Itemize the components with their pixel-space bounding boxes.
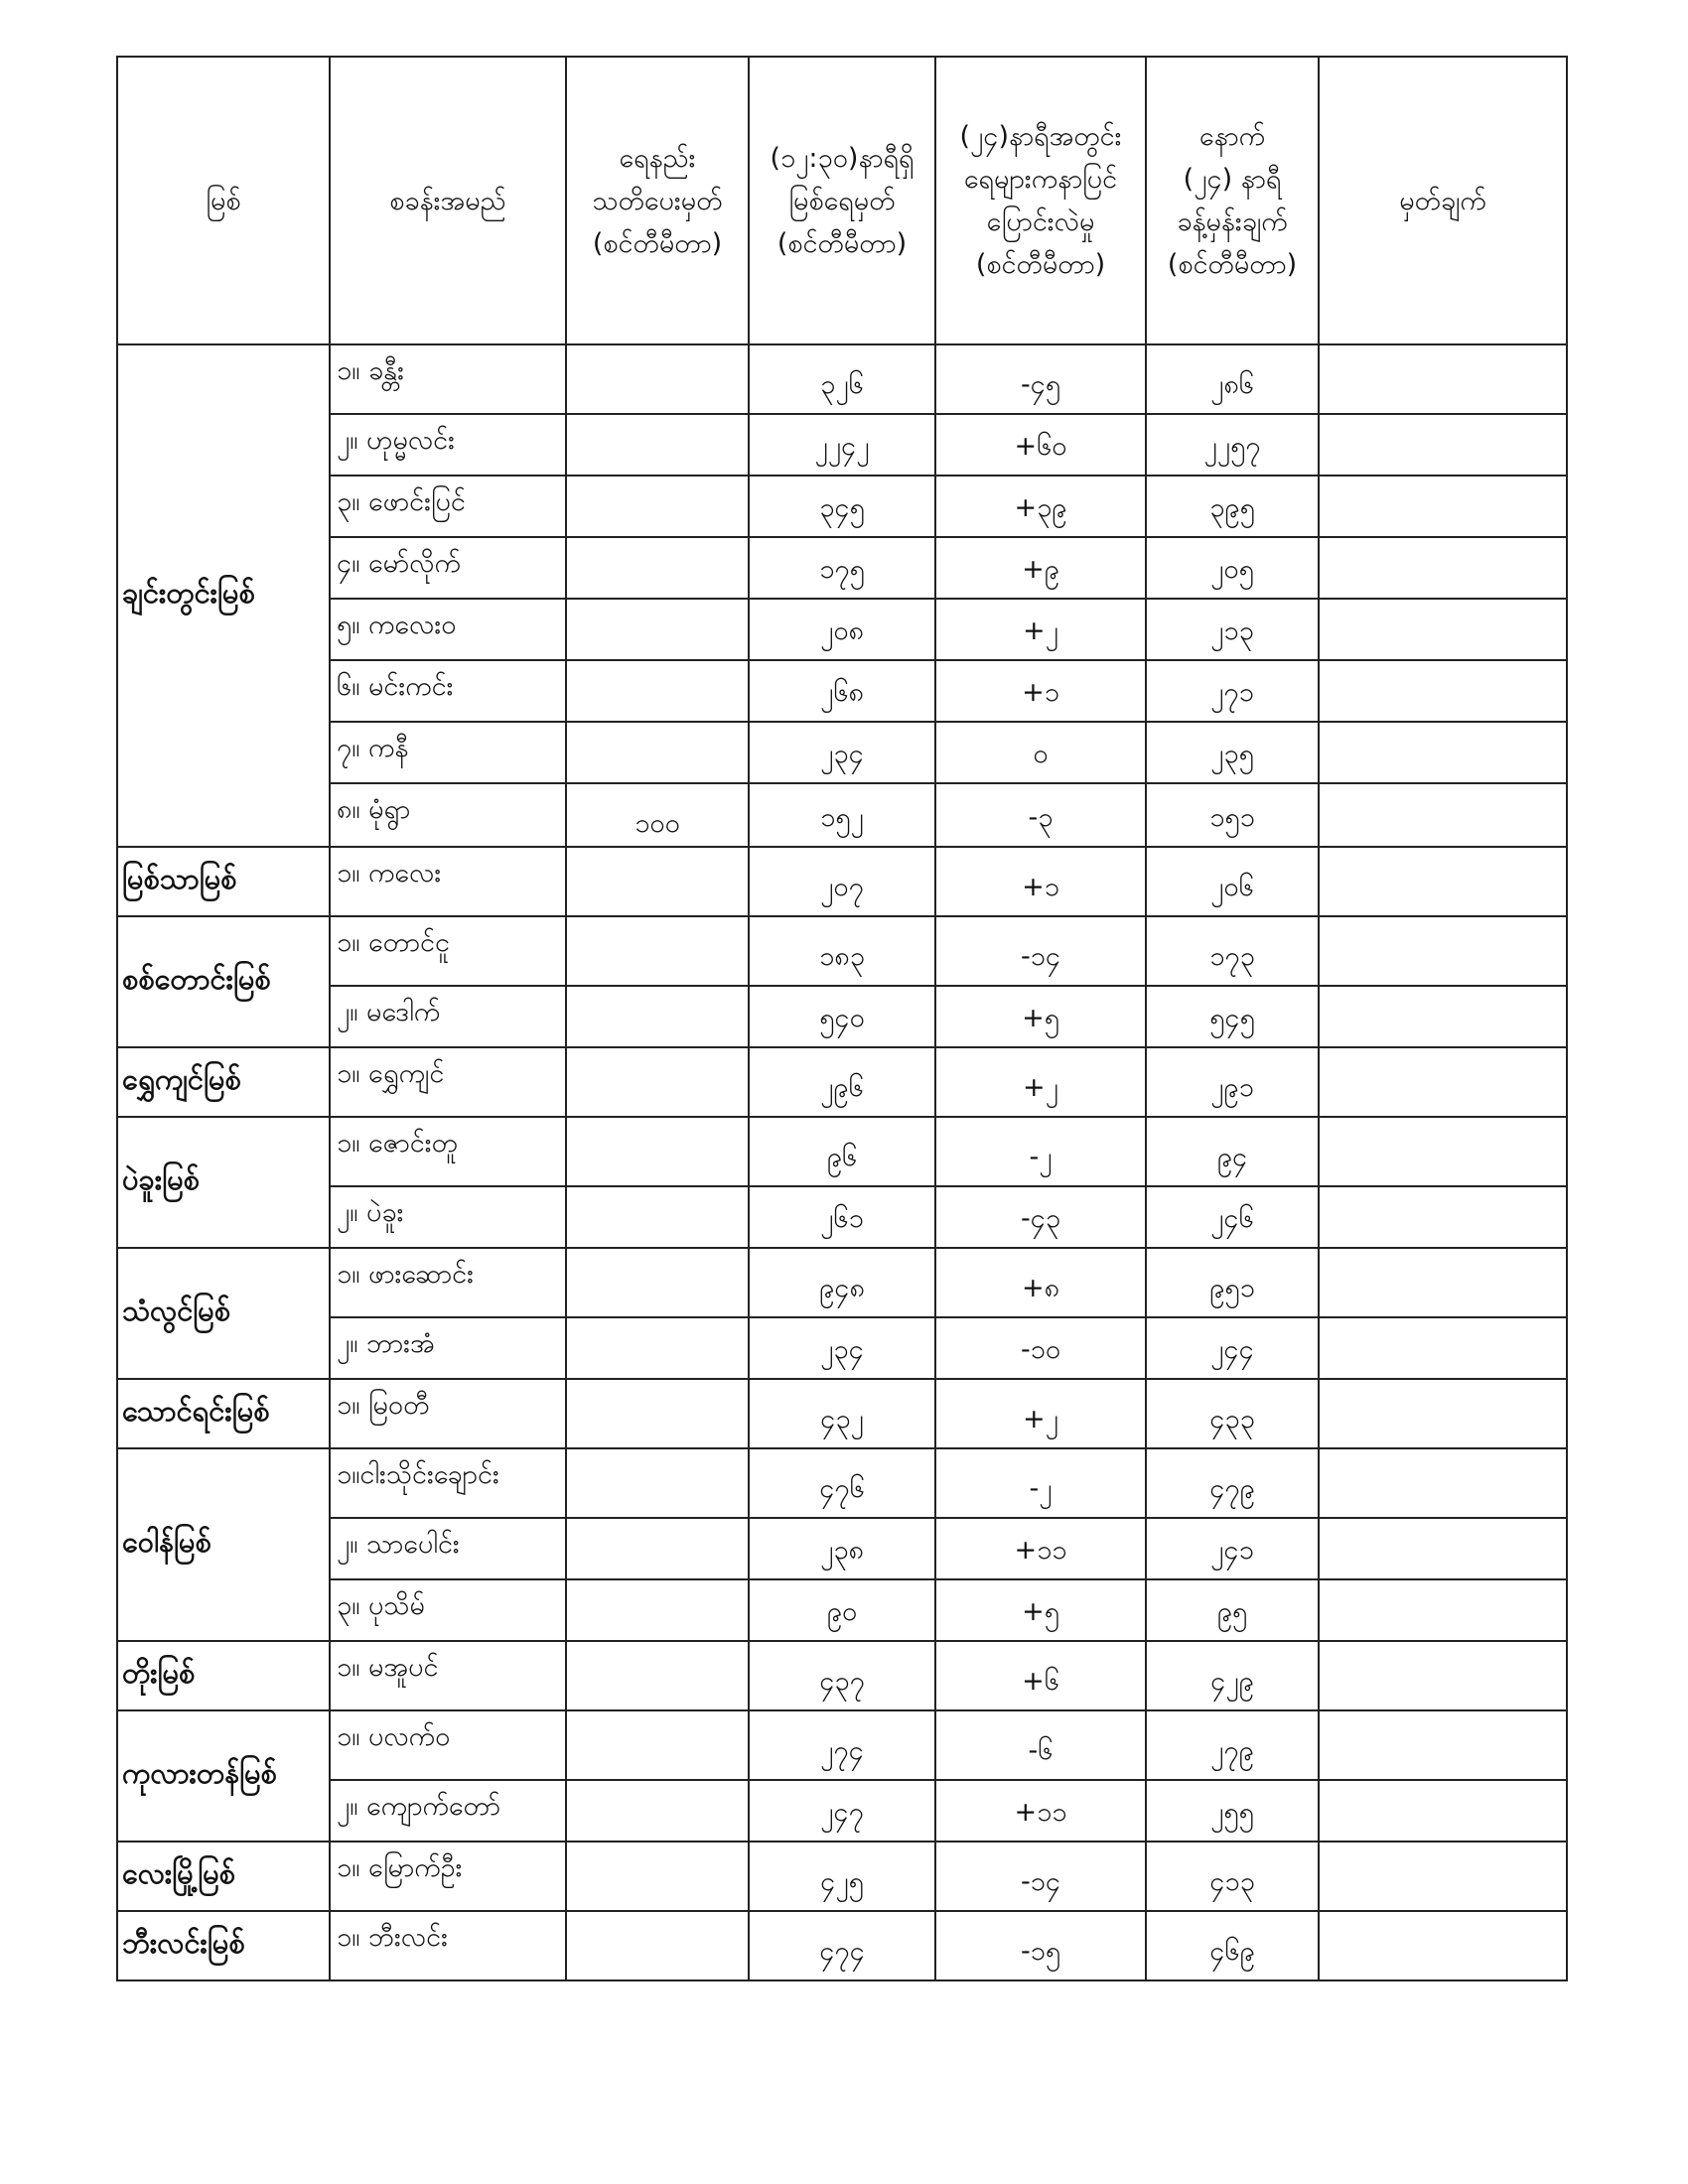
forecast-cell: ၄၃၃: [1146, 1379, 1319, 1448]
station-name-cell: ၁။ ရွှေကျင်: [330, 1047, 566, 1117]
current-level-cell: ၅၄၀: [749, 986, 935, 1047]
current-level-cell: ၃၄၅: [749, 476, 935, 537]
table-row: [117, 1518, 1567, 1579]
warning-level-cell: [566, 344, 749, 414]
header-line: (၂၄) နာရီ: [1183, 164, 1282, 195]
remarks-cell: [1319, 1710, 1567, 1780]
current-level-cell: ၂၃၄: [749, 722, 935, 783]
remarks-cell: [1319, 1047, 1567, 1117]
current-level-cell: ၄၇၆: [749, 1448, 935, 1518]
river-name-cell: သံလွင်မြစ်: [117, 1248, 330, 1379]
change-24h-cell: -၁၀: [935, 1317, 1146, 1379]
remarks-cell: [1319, 1641, 1567, 1710]
remarks-cell: [1319, 660, 1567, 722]
station-name-cell: ၁။ မြဝတီ: [330, 1379, 566, 1448]
remarks-cell: [1319, 916, 1567, 986]
change-24h-cell: -၁၅: [935, 1911, 1146, 1980]
table-row: [117, 1379, 1567, 1448]
forecast-cell: ၄၂၉: [1146, 1641, 1319, 1710]
forecast-cell: ၃၉၅: [1146, 476, 1319, 537]
table-row: [117, 1117, 1567, 1186]
station-name-cell: ၁။ ခန္တီး: [330, 344, 566, 414]
table-row: [117, 537, 1567, 599]
forecast-cell: ၂၄၁: [1146, 1518, 1319, 1579]
station-name-cell: ၁။ တောင်ငူ: [330, 916, 566, 986]
remarks-cell: [1319, 537, 1567, 599]
forecast-cell: ၉၄: [1146, 1117, 1319, 1186]
header-forecast-24h: [1146, 57, 1319, 344]
station-name-cell: ၂။ မဒေါက်: [330, 986, 566, 1047]
current-level-cell: ၉၀: [749, 1579, 935, 1641]
warning-level-cell: ၁၀၀: [566, 783, 749, 847]
warning-level-cell: [566, 1117, 749, 1186]
header-warning-level: [566, 57, 749, 344]
current-level-cell: ၃၂၆: [749, 344, 935, 414]
river-name-cell: ဘီးလင်းမြစ်: [117, 1911, 330, 1980]
current-level-cell: ၂၃၄: [749, 1317, 935, 1379]
forecast-cell: ၂၉၁: [1146, 1047, 1319, 1117]
remarks-cell: [1319, 1379, 1567, 1448]
header-line: ရေနည်း: [619, 142, 696, 174]
forecast-cell: ၂၇၉: [1146, 1710, 1319, 1780]
current-level-cell: ၉၆: [749, 1117, 935, 1186]
warning-level-cell: [566, 1641, 749, 1710]
current-level-cell: ၁၅၂: [749, 783, 935, 847]
header-current-level: [749, 57, 935, 344]
station-name-cell: ၄။ မော်လိုက်: [330, 537, 566, 599]
table-row: [117, 660, 1567, 722]
warning-level-cell: [566, 1317, 749, 1379]
current-level-cell: ၂၆၁: [749, 1186, 935, 1248]
remarks-cell: [1319, 1248, 1567, 1317]
table-row: [117, 1047, 1567, 1117]
change-24h-cell: +၁: [935, 660, 1146, 722]
current-level-cell: ၂၃၈: [749, 1518, 935, 1579]
forecast-cell: ၉၅၁: [1146, 1248, 1319, 1317]
remarks-cell: [1319, 599, 1567, 660]
change-24h-cell: -၄၅: [935, 344, 1146, 414]
header-row: [117, 57, 1567, 344]
header-river: မြစ်: [117, 57, 330, 344]
header-line: (စင်တီမီတာ): [776, 227, 908, 259]
change-24h-cell: -၆: [935, 1710, 1146, 1780]
forecast-cell: ၂၈၆: [1146, 344, 1319, 414]
table-body: [117, 344, 1567, 1980]
forecast-cell: ၂၄၆: [1146, 1186, 1319, 1248]
header-line: ခန့်မှန်းချက်: [1177, 206, 1288, 237]
station-name-cell: ၃။ ပုသိမ်: [330, 1579, 566, 1641]
change-24h-cell: -၂: [935, 1117, 1146, 1186]
station-name-cell: ၁။ မြောက်ဦး: [330, 1842, 566, 1911]
forecast-cell: ၅၄၅: [1146, 986, 1319, 1047]
change-24h-cell: +၁: [935, 847, 1146, 916]
table-row: [117, 722, 1567, 783]
remarks-cell: [1319, 986, 1567, 1047]
header-line: (စင်တီမီတာ): [592, 227, 723, 259]
change-24h-cell: -၃: [935, 783, 1146, 847]
change-24h-cell: +၁၁: [935, 1518, 1146, 1579]
table-row: [117, 1710, 1567, 1780]
header-line: မြစ်ရေမှတ်: [788, 185, 896, 216]
forecast-cell: ၉၅: [1146, 1579, 1319, 1641]
table-row: [117, 1579, 1567, 1641]
warning-level-cell: [566, 1780, 749, 1842]
table-row: [117, 414, 1567, 476]
current-level-cell: ၂၇၄: [749, 1710, 935, 1780]
change-24h-cell: +၅: [935, 986, 1146, 1047]
remarks-cell: [1319, 722, 1567, 783]
change-24h-cell: -၁၄: [935, 1842, 1146, 1911]
forecast-cell: ၂၀၆: [1146, 847, 1319, 916]
header-change-24h: [935, 57, 1146, 344]
remarks-cell: [1319, 1579, 1567, 1641]
current-level-cell: ၂၆၈: [749, 660, 935, 722]
table-row: [117, 1186, 1567, 1248]
station-name-cell: ၁။ငါးသိုင်းချောင်း: [330, 1448, 566, 1518]
warning-level-cell: [566, 1710, 749, 1780]
table-row: [117, 1317, 1567, 1379]
current-level-cell: ၂၀၈: [749, 599, 935, 660]
forecast-cell: ၂၄၄: [1146, 1317, 1319, 1379]
table-row: [117, 847, 1567, 916]
warning-level-cell: [566, 916, 749, 986]
table-row: [117, 1911, 1567, 1980]
river-name-cell: ချင်းတွင်းမြစ်: [117, 344, 330, 847]
forecast-cell: ၂၇၁: [1146, 660, 1319, 722]
table-row: [117, 1780, 1567, 1842]
table-row: [117, 476, 1567, 537]
table-row: [117, 1248, 1567, 1317]
header-line: (၂၄)နာရီအတွင်း: [959, 121, 1122, 152]
warning-level-cell: [566, 1448, 749, 1518]
station-name-cell: ၂။ ဘားအံ: [330, 1317, 566, 1379]
forecast-cell: ၂၀၅: [1146, 537, 1319, 599]
remarks-cell: [1319, 847, 1567, 916]
river-name-cell: ရွှေကျင်မြစ်: [117, 1047, 330, 1117]
station-name-cell: ၁။ မအူပင်: [330, 1641, 566, 1710]
river-name-cell: မြစ်သာမြစ်: [117, 847, 330, 916]
remarks-cell: [1319, 1780, 1567, 1842]
station-name-cell: ၅။ ကလေးဝ: [330, 599, 566, 660]
warning-level-cell: [566, 847, 749, 916]
current-level-cell: ၂၄၇: [749, 1780, 935, 1842]
forecast-cell: ၁၅၁: [1146, 783, 1319, 847]
warning-level-cell: [566, 537, 749, 599]
current-level-cell: ၂၀၇: [749, 847, 935, 916]
station-name-cell: ၇။ ကနီ: [330, 722, 566, 783]
warning-level-cell: [566, 476, 749, 537]
warning-level-cell: [566, 986, 749, 1047]
warning-level-cell: [566, 1579, 749, 1641]
river-name-cell: တိုးမြစ်: [117, 1641, 330, 1710]
change-24h-cell: -၁၄: [935, 916, 1146, 986]
change-24h-cell: +၈: [935, 1248, 1146, 1317]
remarks-cell: [1319, 1317, 1567, 1379]
table-row: [117, 1842, 1567, 1911]
current-level-cell: ၄၃၇: [749, 1641, 935, 1710]
river-name-cell: ဝေါန်မြစ်: [117, 1448, 330, 1641]
warning-level-cell: [566, 660, 749, 722]
station-name-cell: ၁။ ပလက်ဝ: [330, 1710, 566, 1780]
change-24h-cell: +၂: [935, 1379, 1146, 1448]
remarks-cell: [1319, 1518, 1567, 1579]
change-24h-cell: +၆: [935, 1641, 1146, 1710]
warning-level-cell: [566, 1047, 749, 1117]
change-24h-cell: +၅: [935, 1579, 1146, 1641]
change-24h-cell: +၃၉: [935, 476, 1146, 537]
change-24h-cell: +၆၀: [935, 414, 1146, 476]
station-name-cell: ၂။ ဟုမ္မလင်း: [330, 414, 566, 476]
river-name-cell: သောင်ရင်းမြစ်: [117, 1379, 330, 1448]
table-row: [117, 986, 1567, 1047]
warning-level-cell: [566, 1186, 749, 1248]
river-name-cell: လေးမြို့မြစ်: [117, 1842, 330, 1911]
remarks-cell: [1319, 1842, 1567, 1911]
station-name-cell: ၁။ ဇောင်းတူ: [330, 1117, 566, 1186]
header-station: စခန်းအမည်: [330, 57, 566, 344]
warning-level-cell: [566, 722, 749, 783]
station-name-cell: ၁။ ဖားဆောင်း: [330, 1248, 566, 1317]
remarks-cell: [1319, 476, 1567, 537]
river-level-table: [116, 56, 1568, 1981]
warning-level-cell: [566, 1248, 749, 1317]
warning-level-cell: [566, 1379, 749, 1448]
header-line: (စင်တီမီတာ): [975, 249, 1106, 280]
remarks-cell: [1319, 414, 1567, 476]
station-name-cell: ၁။ ကလေး: [330, 847, 566, 916]
table-row: [117, 599, 1567, 660]
forecast-cell: ၄၇၉: [1146, 1448, 1319, 1518]
warning-level-cell: [566, 599, 749, 660]
forecast-cell: ၂၁၃: [1146, 599, 1319, 660]
change-24h-cell: +၁၁: [935, 1780, 1146, 1842]
current-level-cell: ၂၉၆: [749, 1047, 935, 1117]
river-name-cell: ပဲခူးမြစ်: [117, 1117, 330, 1248]
change-24h-cell: -၄၃: [935, 1186, 1146, 1248]
remarks-cell: [1319, 1448, 1567, 1518]
header-line: ရေများကနာပြင်: [963, 164, 1118, 195]
change-24h-cell: ၀: [935, 722, 1146, 783]
header-line: ပြောင်းလဲမှု: [986, 206, 1095, 237]
change-24h-cell: +၂: [935, 599, 1146, 660]
forecast-cell: ၂၂၅၇: [1146, 414, 1319, 476]
station-name-cell: ၃။ ဖောင်းပြင်: [330, 476, 566, 537]
current-level-cell: ၉၄၈: [749, 1248, 935, 1317]
forecast-cell: ၁၇၃: [1146, 916, 1319, 986]
station-name-cell: ၈။ မုံရွာ: [330, 783, 566, 847]
table-row: [117, 916, 1567, 986]
remarks-cell: [1319, 1186, 1567, 1248]
current-level-cell: ၄၇၄: [749, 1911, 935, 1980]
station-name-cell: ၂။ သာပေါင်း: [330, 1518, 566, 1579]
header-line: (စင်တီမီတာ): [1167, 249, 1298, 280]
table-row: [117, 1641, 1567, 1710]
change-24h-cell: -၂: [935, 1448, 1146, 1518]
station-name-cell: ၆။ မင်းကင်း: [330, 660, 566, 722]
warning-level-cell: [566, 1842, 749, 1911]
warning-level-cell: [566, 1518, 749, 1579]
warning-level-cell: [566, 414, 749, 476]
forecast-cell: ၂၅၅: [1146, 1780, 1319, 1842]
station-name-cell: ၂။ ပဲခူး: [330, 1186, 566, 1248]
station-name-cell: ၁။ ဘီးလင်း: [330, 1911, 566, 1980]
current-level-cell: ၁၇၅: [749, 537, 935, 599]
current-level-cell: ၂၂၄၂: [749, 414, 935, 476]
current-level-cell: ၄၃၂: [749, 1379, 935, 1448]
table-row: [117, 344, 1567, 414]
header-remarks: မှတ်ချက်: [1319, 57, 1567, 344]
remarks-cell: [1319, 344, 1567, 414]
change-24h-cell: +၉: [935, 537, 1146, 599]
river-level-table-sheet: [116, 56, 1566, 1981]
change-24h-cell: +၂: [935, 1047, 1146, 1117]
table-row: [117, 1448, 1567, 1518]
river-name-cell: စစ်တောင်းမြစ်: [117, 916, 330, 1047]
current-level-cell: ၁၈၃: [749, 916, 935, 986]
current-level-cell: ၄၂၅: [749, 1842, 935, 1911]
table-row: [117, 783, 1567, 847]
remarks-cell: [1319, 1911, 1567, 1980]
header-line: (၁၂:၃၀)နာရီရှိ: [770, 142, 914, 174]
warning-level-cell: [566, 1911, 749, 1980]
river-name-cell: ကုလားတန်မြစ်: [117, 1710, 330, 1842]
header-line: နောက်: [1198, 121, 1266, 152]
remarks-cell: [1319, 783, 1567, 847]
forecast-cell: ၂၃၅: [1146, 722, 1319, 783]
forecast-cell: ၄၆၉: [1146, 1911, 1319, 1980]
station-name-cell: ၂။ ကျောက်တော်: [330, 1780, 566, 1842]
header-line: သတိပေးမှတ်: [592, 185, 723, 216]
forecast-cell: ၄၁၃: [1146, 1842, 1319, 1911]
remarks-cell: [1319, 1117, 1567, 1186]
